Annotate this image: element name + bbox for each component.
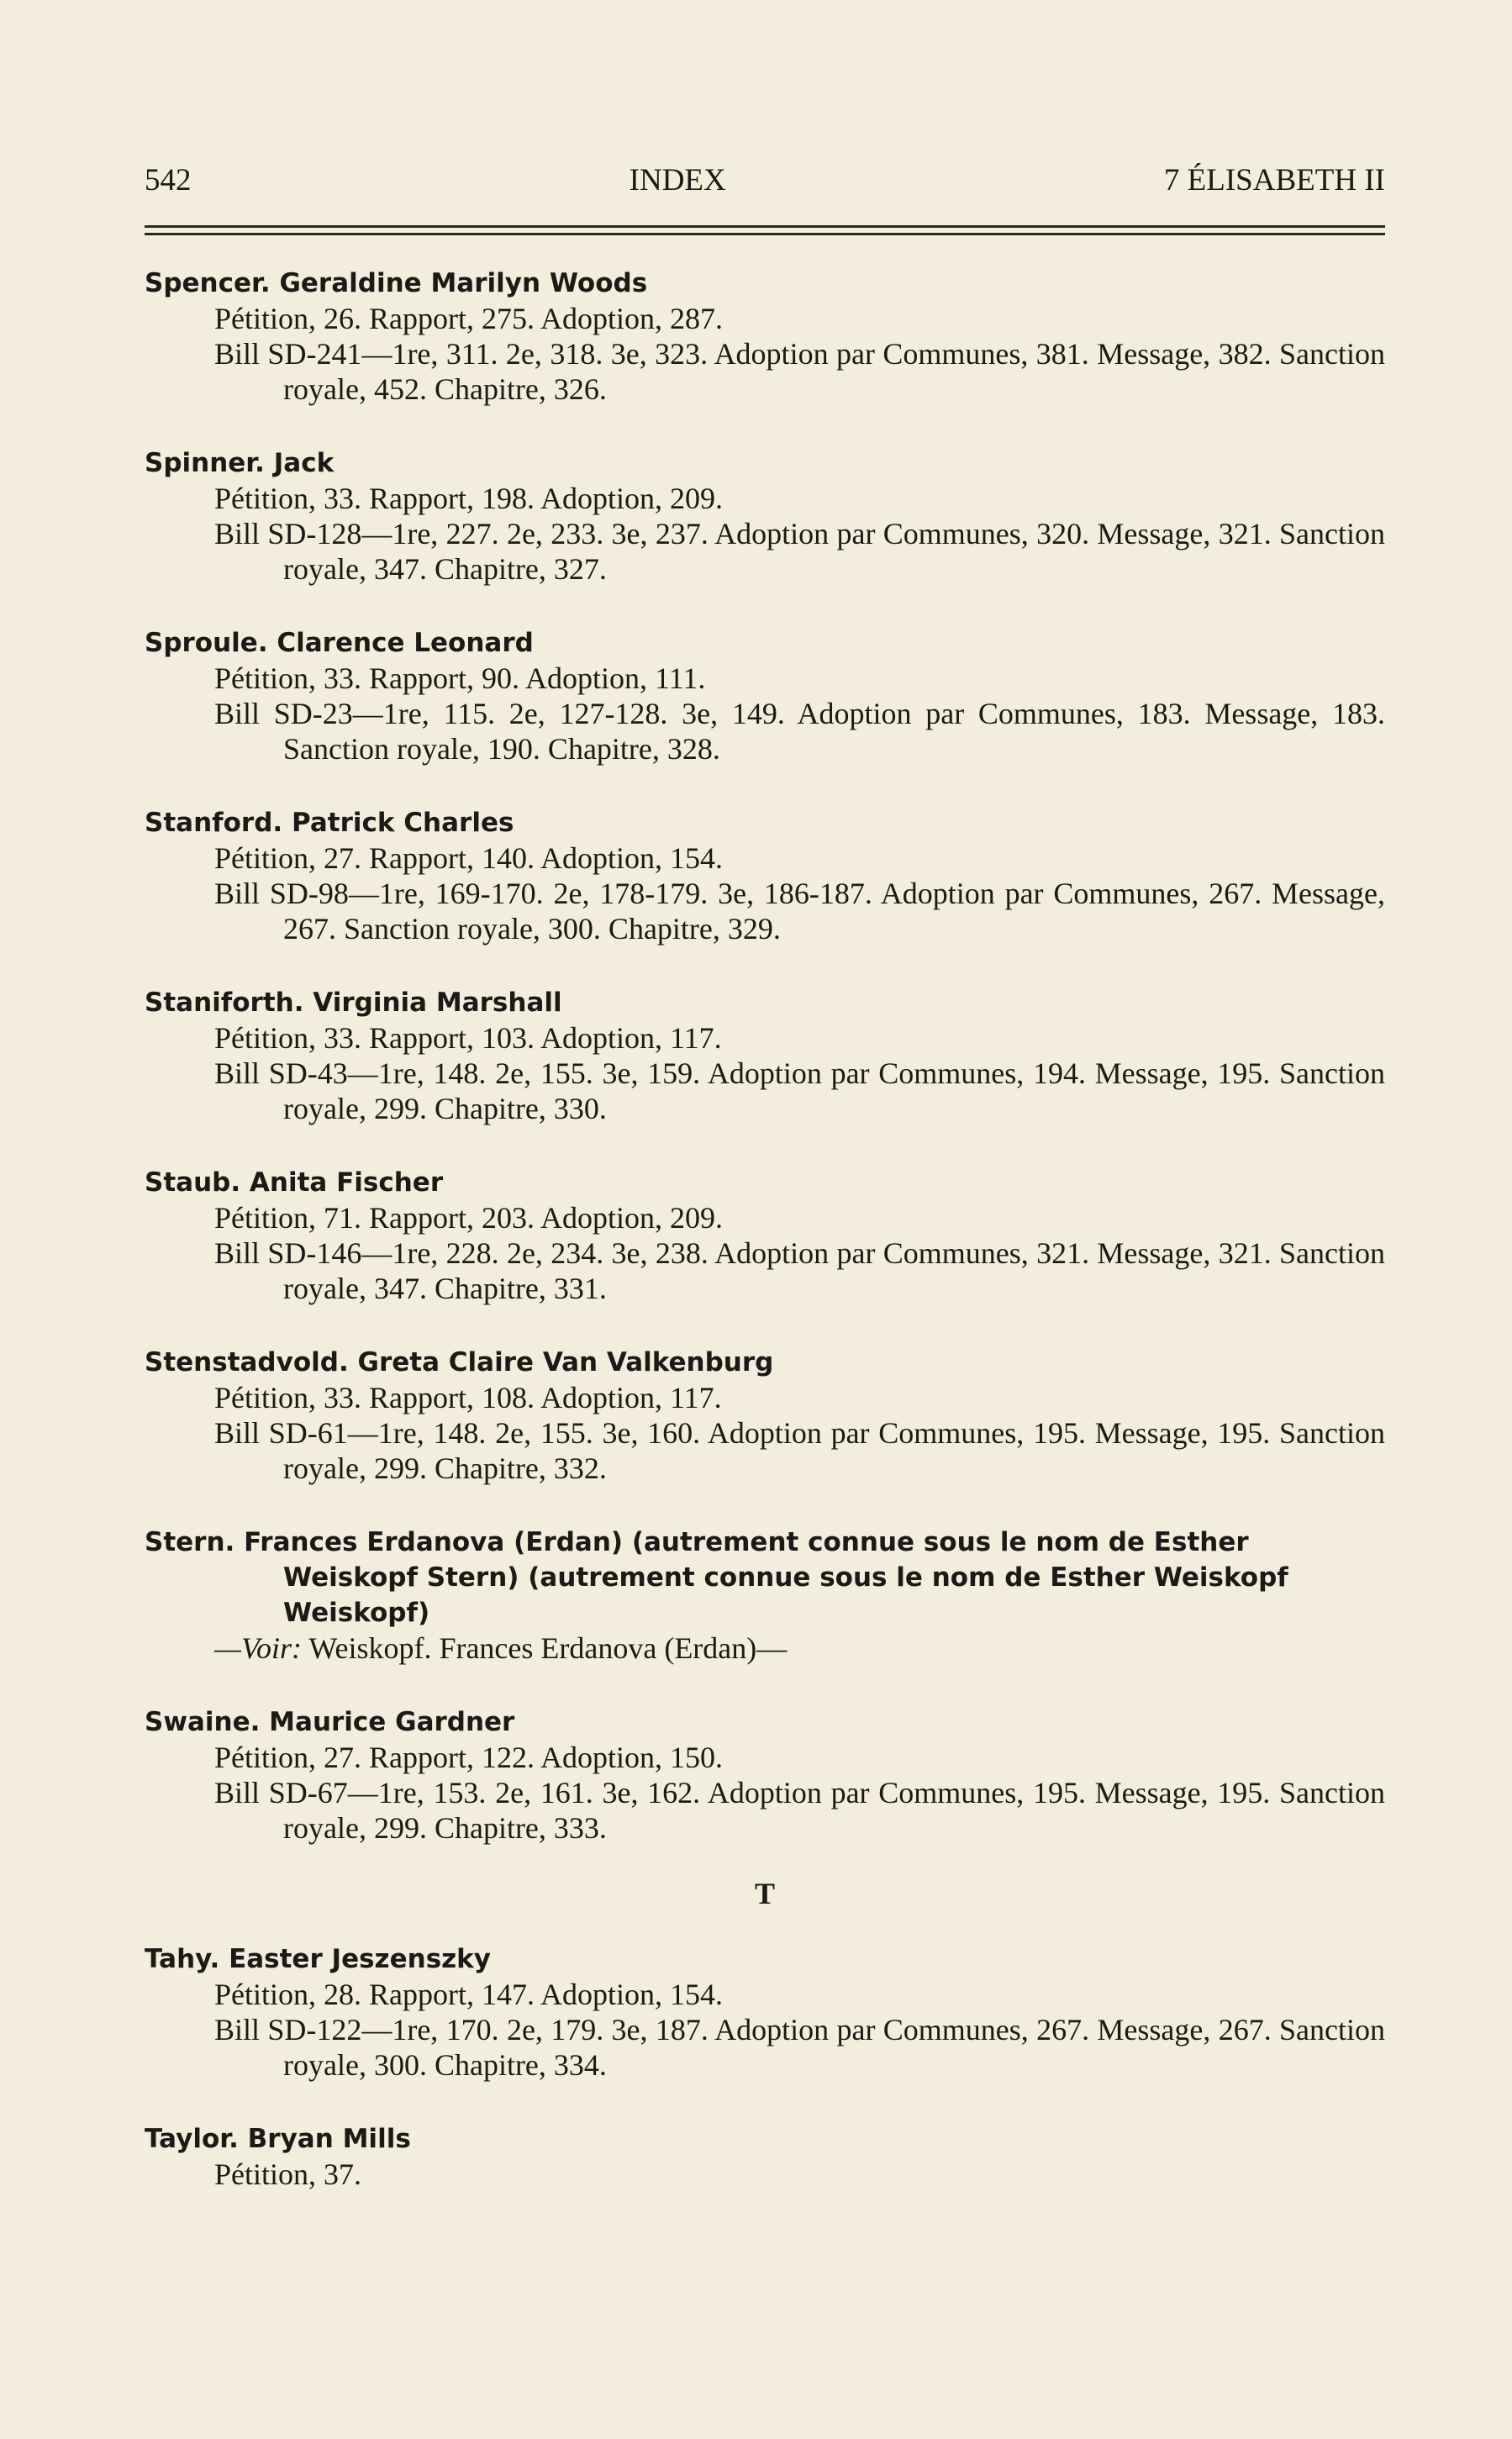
entry-name: Spencer. Geraldine Marilyn Woods (145, 268, 648, 298)
entry-petition: Pétition, 27. Rapport, 122. Adoption, 150. (214, 1741, 724, 1774)
header-rule-top (145, 225, 1385, 228)
index-entry-stenstadvold (145, 1345, 1385, 1486)
entry-name: Stern. Frances Erdanova (Erdan) (autrement connue sous le nom de Esther Weiskopf Stern) (autrement connue sous le nom de Esther Weiskopf Weiskopf) (145, 1527, 1288, 1628)
index-entry-staniforth (145, 985, 1385, 1126)
regnal-year: 7 ÉLISABETH II (1163, 163, 1385, 198)
index-entry-swaine (145, 1704, 1385, 1846)
entry-name: Swaine. Maurice Gardner (145, 1707, 515, 1737)
entry-bill: Bill SD-67—1re, 153. 2e, 161. 3e, 162. Adoption par Communes, 195. Message, 195. Sanction royale, 299. Chapitre, 333. (214, 1776, 1385, 1845)
entry-petition: Pétition, 33. Rapport, 108. Adoption, 117. (214, 1381, 722, 1414)
index-entry-spencer (145, 266, 1385, 407)
voir-label: —Voir: (214, 1631, 303, 1665)
voir-target: Weiskopf. Frances Erdanova (Erdan)— (302, 1631, 788, 1665)
entry-petition: Pétition, 28. Rapport, 147. Adoption, 154. (214, 1978, 724, 2011)
entry-petition: Pétition, 27. Rapport, 140. Adoption, 154. (214, 841, 724, 875)
entry-bill: Bill SD-146—1re, 228. 2e, 234. 3e, 238. Adoption par Communes, 321. Message, 321. Sanction royale, 347. Chapitre, 331. (214, 1236, 1385, 1305)
page-number: 542 (145, 163, 192, 198)
index-entry-tahy (145, 1941, 1385, 2083)
entry-name: Tahy. Easter Jeszenszky (145, 1944, 492, 1974)
index-content (145, 266, 1385, 2231)
running-title: INDEX (629, 163, 726, 198)
index-entry-taylor (145, 2121, 1385, 2192)
entry-bill: Bill SD-43—1re, 148. 2e, 155. 3e, 159. Adoption par Communes, 194. Message, 195. Sanction royale, 299. Chapitre, 330. (214, 1056, 1385, 1125)
entry-cross-reference (145, 1630, 1385, 1666)
entry-name: Stenstadvold. Greta Claire Van Valkenburg (145, 1347, 774, 1378)
entry-petition: Pétition, 26. Rapport, 275. Adoption, 287. (214, 302, 724, 335)
entry-petition: Pétition, 33. Rapport, 90. Adoption, 111. (214, 661, 706, 695)
entry-petition: Pétition, 71. Rapport, 203. Adoption, 209. (214, 1201, 724, 1235)
index-entry-stanford (145, 805, 1385, 946)
entry-petition: Pétition, 33. Rapport, 103. Adoption, 117. (214, 1021, 722, 1055)
entry-name: Staub. Anita Fischer (145, 1167, 444, 1198)
entry-bill: Bill SD-241—1re, 311. 2e, 318. 3e, 323. Adoption par Communes, 381. Message, 382. Sanction royale, 452. Chapitre, 326. (214, 337, 1385, 406)
entry-petition: Pétition, 33. Rapport, 198. Adoption, 209. (214, 482, 724, 515)
index-entry-stern (145, 1525, 1385, 1666)
entry-petition: Pétition, 37. (214, 2157, 362, 2191)
entry-bill: Bill SD-128—1re, 227. 2e, 233. 3e, 237. Adoption par Communes, 320. Message, 321. Sanction royale, 347. Chapitre, 327. (214, 517, 1385, 586)
index-entry-spinner (145, 445, 1385, 587)
section-letter: T (754, 1877, 775, 1910)
entry-name: Staniforth. Virginia Marshall (145, 988, 562, 1018)
entry-name: Spinner. Jack (145, 448, 335, 478)
index-entry-staub (145, 1165, 1385, 1306)
entry-name: Sproule. Clarence Leonard (145, 628, 534, 658)
page-header (145, 162, 1385, 198)
entry-bill: Bill SD-61—1re, 148. 2e, 155. 3e, 160. Adoption par Communes, 195. Message, 195. Sanction royale, 299. Chapitre, 332. (214, 1416, 1385, 1485)
header-rule-bottom (145, 233, 1385, 235)
index-entry-sproule (145, 625, 1385, 766)
entry-bill: Bill SD-122—1re, 170. 2e, 179. 3e, 187. Adoption par Communes, 267. Message, 267. Sanction royale, 300. Chapitre, 334. (214, 2013, 1385, 2082)
entry-bill: Bill SD-23—1re, 115. 2e, 127-128. 3e, 149. Adoption par Communes, 183. Message, 183. Sanction royale, 190. Chapitre, 328. (214, 697, 1385, 766)
entry-name: Taylor. Bryan Mills (145, 2124, 411, 2154)
entry-name: Stanford. Patrick Charles (145, 808, 514, 838)
entry-bill: Bill SD-98—1re, 169-170. 2e, 178-179. 3e, 186-187. Adoption par Communes, 267. Message, 267. Sanction royale, 300. Chapitre, 329. (214, 877, 1385, 946)
